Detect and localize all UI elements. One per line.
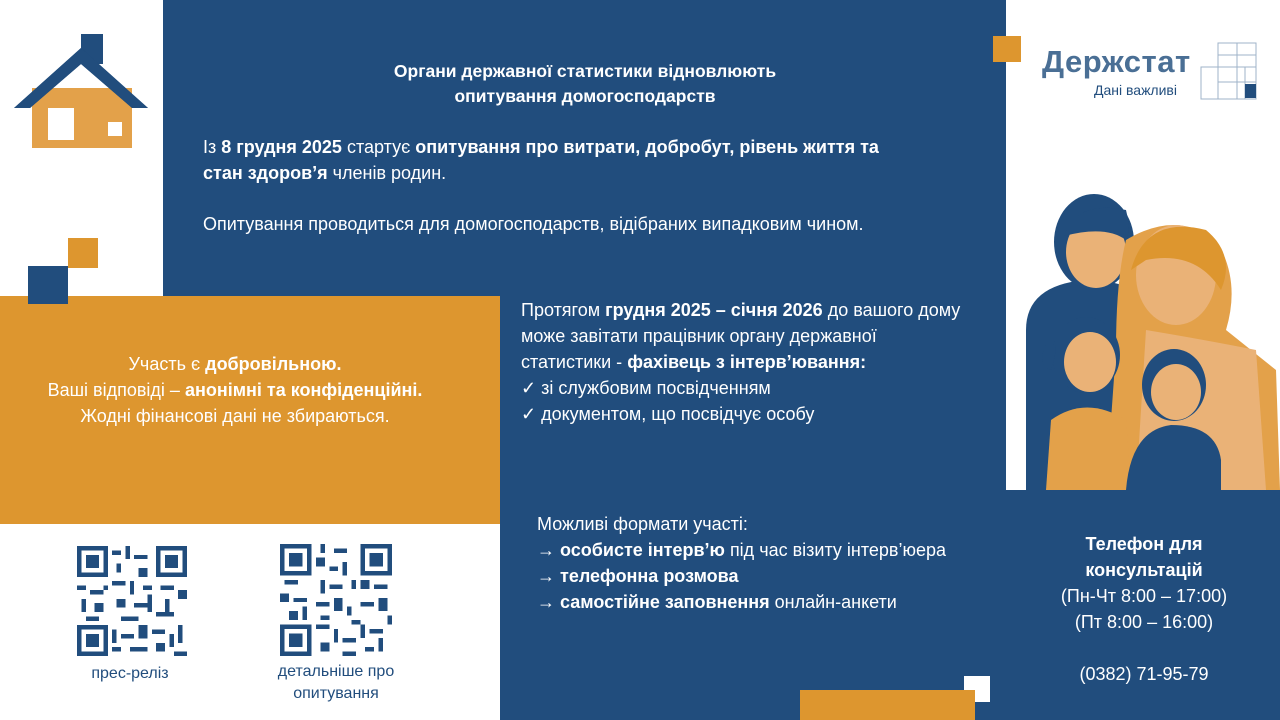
check-item: ✓ документом, що посвідчує особу <box>521 404 815 424</box>
phone-number[interactable]: (0382) 71-95-79 <box>1079 664 1209 684</box>
qr-label-press-release: прес-реліз <box>91 665 169 682</box>
visit-text: Протягом грудня 2025 – січня 2026 до вашого дому може завітати працівник органу державної статистики - фахівець з інтерв’ювання: ✓ зі службовим посвідченням ✓ документом, що посвідчує особу <box>521 297 961 427</box>
qr-code-survey-details[interactable] <box>280 544 392 656</box>
deco-bar <box>800 690 975 720</box>
format-item: → самостійне заповнення онлайн-анкети <box>537 592 897 612</box>
house-icon <box>10 30 152 150</box>
intro-paragraph: Із 8 грудня 2025 стартує опитування про витрати, добробут, рівень життя та стан здоров’я членів родин. <box>203 137 879 183</box>
deco-square <box>68 238 98 268</box>
deco-square <box>993 36 1021 62</box>
participation-text: Участь є добровільною. Ваші відповіді – анонімні та конфіденційні. Жодні фінансові дані не збираються. <box>47 354 423 426</box>
logo-name: Держстат <box>1042 44 1191 79</box>
check-item: ✓ зі службовим посвідченням <box>521 378 771 398</box>
intro-paragraph-2: Опитування проводиться для домогосподарств, відібраних випадковим чином. <box>203 214 864 234</box>
deco-square <box>28 266 68 304</box>
format-item: → телефонна розмова <box>537 566 739 586</box>
page-title: Органи державної статистики відновлюють опитування домогосподарств <box>393 61 777 106</box>
logo-tagline: Дані важливі <box>1094 82 1177 98</box>
contact-block: Телефон для консультацій (Пн-Чт 8:00 – 17:00) (Пт 8:00 – 16:00) (0382) 71-95-79 <box>1008 531 1280 687</box>
qr-label-survey-details: детальніше про опитування <box>277 663 395 702</box>
logo-grid-icon <box>1200 42 1258 100</box>
formats-list: Можливі формати участі: → особисте інтерв’ю під час візиту інтерв’юера → телефонна розмова → самостійне заповнення онлайн-анкети <box>537 511 977 615</box>
family-illustration <box>1006 180 1280 490</box>
format-item: → особисте інтерв’ю під час візиту інтерв’юера <box>537 540 946 560</box>
qr-code-press-release[interactable] <box>76 546 188 656</box>
logo <box>1040 42 1270 112</box>
